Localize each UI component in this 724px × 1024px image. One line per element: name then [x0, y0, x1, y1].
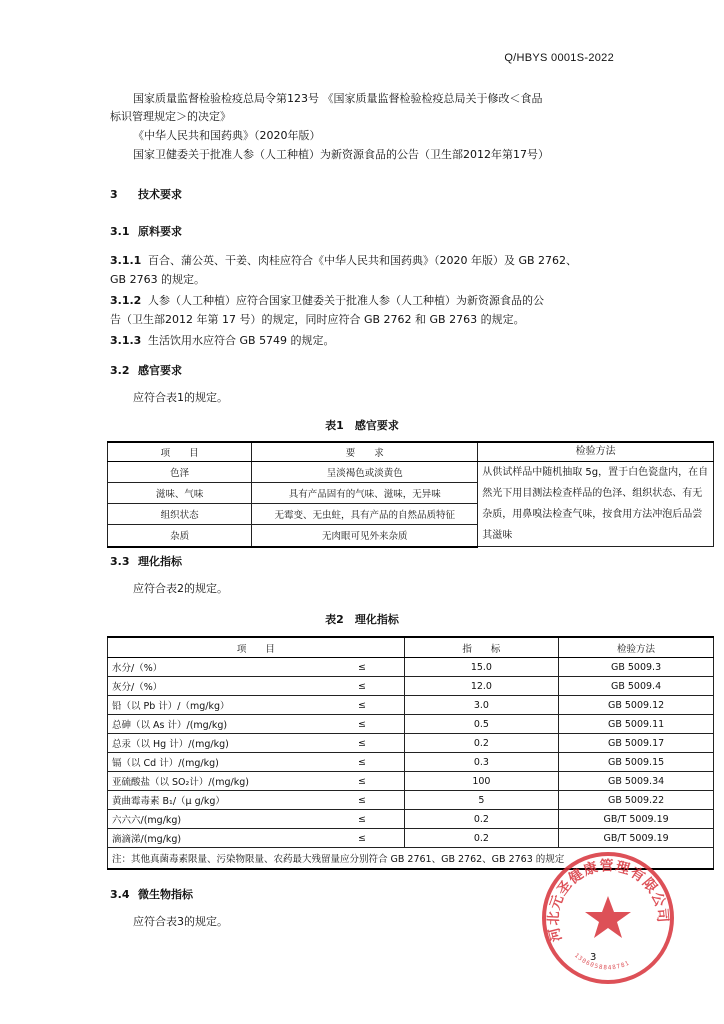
sensory-table [107, 441, 714, 548]
physicochemical-table [107, 636, 714, 870]
t2-note: 注：其他真菌毒素限量、污染物限量、农药最大残留量应分别符合 GB 2761、GB 2762、GB 2763 的规定 [108, 848, 714, 870]
t2-header-item: 项 目 [108, 637, 405, 658]
t2-cell-value: 5 [404, 791, 558, 810]
t2-cell-item: 总汞（以 Hg 计）/(mg/kg) [108, 734, 321, 753]
t2-cell-method: GB/T 5009.19 [559, 810, 714, 829]
t2-cell-value: 15.0 [404, 658, 558, 677]
t2-cell-value: 100 [404, 772, 558, 791]
t2-cell-operator: ≤ [320, 677, 404, 696]
svg-text:1306058848781 [573, 952, 631, 972]
table-row [108, 658, 714, 677]
section-3-heading: 3 技术要求 [110, 188, 182, 201]
t2-cell-item: 六六六/(mg/kg) [108, 810, 321, 829]
t2-cell-operator: ≤ [320, 753, 404, 772]
section-3-1-heading: 3.1 原料要求 [110, 225, 182, 238]
t2-cell-method: GB 5009.11 [559, 715, 714, 734]
t1-cell-requirement: 无霉变、无虫蛀，具有产品的自然品质特征 [252, 504, 478, 525]
t2-cell-method: GB 5009.34 [559, 772, 714, 791]
t1-cell-item: 杂质 [108, 525, 252, 547]
ref-line-1: 国家质量监督检验检疫总局令第123号 《国家质量监督检验检疫总局关于修改＜食品 [133, 92, 543, 105]
t1-cell-requirement: 具有产品固有的气味、滋味，无异味 [252, 483, 478, 504]
t2-cell-item: 总砷（以 As 计）/(mg/kg) [108, 715, 321, 734]
company-seal [538, 848, 678, 988]
t2-cell-operator: ≤ [320, 829, 404, 848]
table-row [108, 715, 714, 734]
t1-cell-method: 从供试样品中随机抽取 5g，置于白色瓷盘内，在自然光下用目测法检查样品的色泽、组织状态、有无杂质，用鼻嗅法检查气味，按食用方法冲泡后品尝其滋味 [478, 462, 714, 547]
ref-line-3: 《中华人民共和国药典》（2020年版） [133, 129, 321, 142]
t2-cell-item: 铅（以 Pb 计）/（mg/kg） [108, 696, 321, 715]
t1-header-method: 检验方法 [478, 442, 714, 462]
table-row [108, 829, 714, 848]
t2-cell-method: GB 5009.4 [559, 677, 714, 696]
section-3-4-text: 应符合表3的规定。 [133, 915, 228, 928]
t2-cell-item: 黄曲霉毒素 B₁/（μ g/kg） [108, 791, 321, 810]
t2-cell-value: 0.2 [404, 829, 558, 848]
t1-cell-requirement: 无肉眼可见外来杂质 [252, 525, 478, 547]
t2-cell-value: 0.2 [404, 734, 558, 753]
section-3-2-text: 应符合表1的规定。 [133, 391, 228, 404]
t2-cell-method: GB 5009.15 [559, 753, 714, 772]
page-number: 3 [590, 952, 597, 963]
t2-cell-operator: ≤ [320, 696, 404, 715]
t2-cell-operator: ≤ [320, 658, 404, 677]
clause-3-1-3: 3.1.3 生活饮用水应符合 GB 5749 的规定。 [110, 334, 335, 347]
clause-3-1-1: 3.1.1 百合、蒲公英、干姜、肉桂应符合《中华人民共和国药典》（2020 年版）及 GB 2762、 [110, 254, 578, 267]
t2-cell-method: GB 5009.12 [559, 696, 714, 715]
t2-cell-value: 0.5 [404, 715, 558, 734]
table2-caption: 表2 理化指标 [325, 613, 399, 626]
t2-cell-item: 镉（以 Cd 计）/(mg/kg) [108, 753, 321, 772]
t1-header-item: 项 目 [108, 442, 252, 462]
t2-cell-item: 灰分/（%） [108, 677, 321, 696]
t2-cell-value: 0.3 [404, 753, 558, 772]
clause-3-1-2-cont: 告（卫生部2012 年第 17 号）的规定，同时应符合 GB 2762 和 GB 2763 的规定。 [110, 313, 525, 326]
t1-cell-requirement: 呈淡褐色或淡黄色 [252, 462, 478, 483]
t2-cell-value: 0.2 [404, 810, 558, 829]
t2-cell-operator: ≤ [320, 810, 404, 829]
table-row [108, 677, 714, 696]
t2-header-method: 检验方法 [559, 637, 714, 658]
standard-code: Q/HBYS 0001S-2022 [504, 52, 614, 64]
section-3-3-text: 应符合表2的规定。 [133, 582, 228, 595]
section-3-4-heading: 3.4 微生物指标 [110, 888, 193, 901]
t2-cell-value: 12.0 [404, 677, 558, 696]
clause-3-1-2: 3.1.2 人参（人工种植）应符合国家卫健委关于批准人参（人工种植）为新资源食品的公 [110, 294, 544, 307]
t1-header-requirement: 要 求 [252, 442, 478, 462]
section-3-3-heading: 3.3 理化指标 [110, 555, 182, 568]
table-row [108, 810, 714, 829]
t2-cell-operator: ≤ [320, 734, 404, 753]
t1-cell-item: 滋味、气味 [108, 483, 252, 504]
t1-cell-item: 色泽 [108, 462, 252, 483]
t2-header-index: 指 标 [404, 637, 558, 658]
t2-cell-operator: ≤ [320, 772, 404, 791]
ref-line-4: 国家卫健委关于批准人参（人工种植）为新资源食品的公告（卫生部2012年第17号） [133, 148, 549, 161]
table-row [108, 753, 714, 772]
seal-text: 河北元圣健康管理有限公司 [545, 858, 671, 944]
t2-cell-operator: ≤ [320, 715, 404, 734]
t1-cell-item: 组织状态 [108, 504, 252, 525]
t2-cell-item: 水分/（%） [108, 658, 321, 677]
table-row [108, 696, 714, 715]
section-3-2-heading: 3.2 感官要求 [110, 364, 182, 377]
t2-cell-item: 滴滴涕/(mg/kg) [108, 829, 321, 848]
seal-code: 1306058848781 [572, 951, 632, 972]
t2-cell-value: 3.0 [404, 696, 558, 715]
table1-caption: 表1 感官要求 [325, 419, 399, 432]
t2-cell-method: GB 5009.17 [559, 734, 714, 753]
table-row [108, 734, 714, 753]
t2-cell-method: GB/T 5009.19 [559, 829, 714, 848]
t2-cell-method: GB 5009.22 [559, 791, 714, 810]
t2-cell-item: 亚硫酸盐（以 SO₂计）/(mg/kg) [108, 772, 321, 791]
t2-cell-method: GB 5009.3 [559, 658, 714, 677]
ref-line-2: 标识管理规定＞的决定》 [110, 110, 231, 123]
clause-3-1-1-cont: GB 2763 的规定。 [110, 273, 206, 286]
table-row [108, 462, 714, 483]
t2-cell-operator: ≤ [320, 791, 404, 810]
table-row [108, 772, 714, 791]
table-row [108, 791, 714, 810]
